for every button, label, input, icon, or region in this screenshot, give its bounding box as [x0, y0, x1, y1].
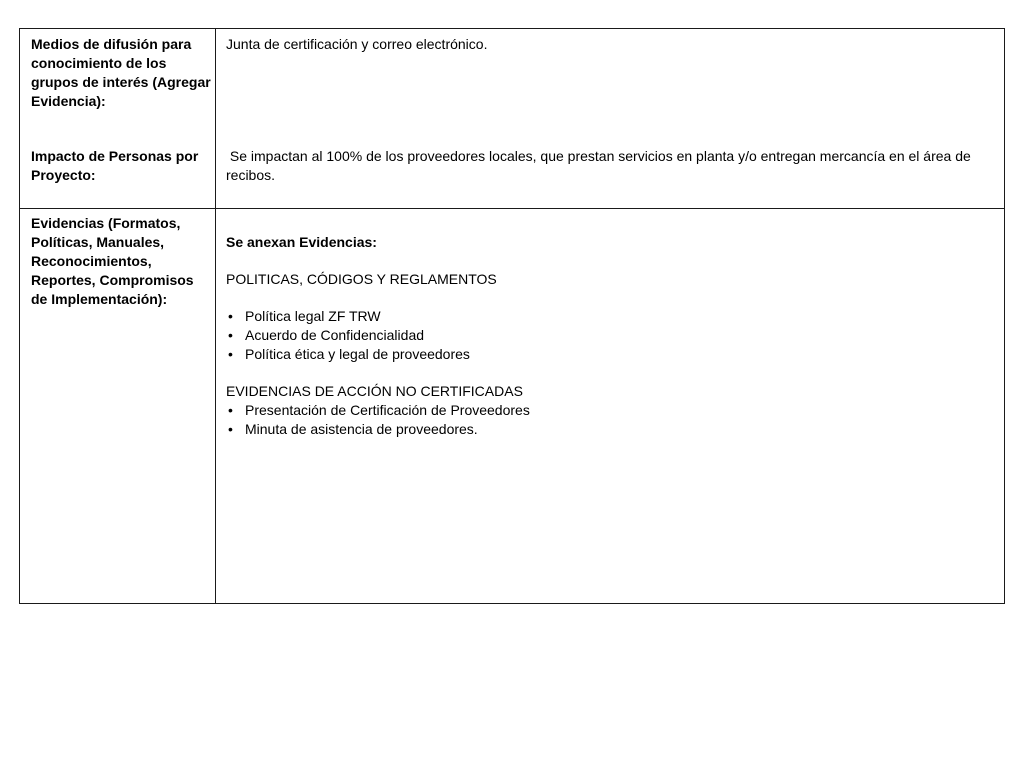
value-impacto-personas: Se impactan al 100% de los proveedores locales, que prestan servicios en planta y/o entregan mercancía en el área de recibos.	[226, 148, 975, 183]
list-item: • Política ética y legal de proveedores	[226, 345, 996, 364]
evidencias-content	[226, 233, 996, 439]
list-item: • Política legal ZF TRW	[226, 307, 996, 326]
section-heading-evidencias-accion: EVIDENCIAS DE ACCIÓN NO CERTIFICADAS	[226, 383, 523, 399]
list-evidencias-accion	[226, 401, 996, 439]
label-impacto-personas: Impacto de Personas por Proyecto:	[31, 148, 199, 183]
list-politicas	[226, 307, 996, 364]
label-medios-difusion: Medios de difusión para conocimiento de los grupos de interés (Agregar Evidencia):	[31, 36, 211, 109]
list-item: • Minuta de asistencia de proveedores.	[226, 420, 996, 439]
column-divider	[215, 29, 216, 603]
list-item: • Presentación de Certificación de Proveedores	[226, 401, 996, 420]
row-divider	[20, 208, 1004, 209]
value-medios-difusion: Junta de certificación y correo electrónico.	[226, 36, 488, 52]
evidence-table	[19, 28, 1005, 604]
label-evidencias: Evidencias (Formatos, Políticas, Manuales, Reconocimientos, Reportes, Compromisos de Implementación):	[31, 215, 194, 307]
list-item: • Acuerdo de Confidencialidad	[226, 326, 996, 345]
evidencias-intro: Se anexan Evidencias:	[226, 234, 377, 250]
section-heading-politicas: POLITICAS, CÓDIGOS Y REGLAMENTOS	[226, 271, 497, 287]
